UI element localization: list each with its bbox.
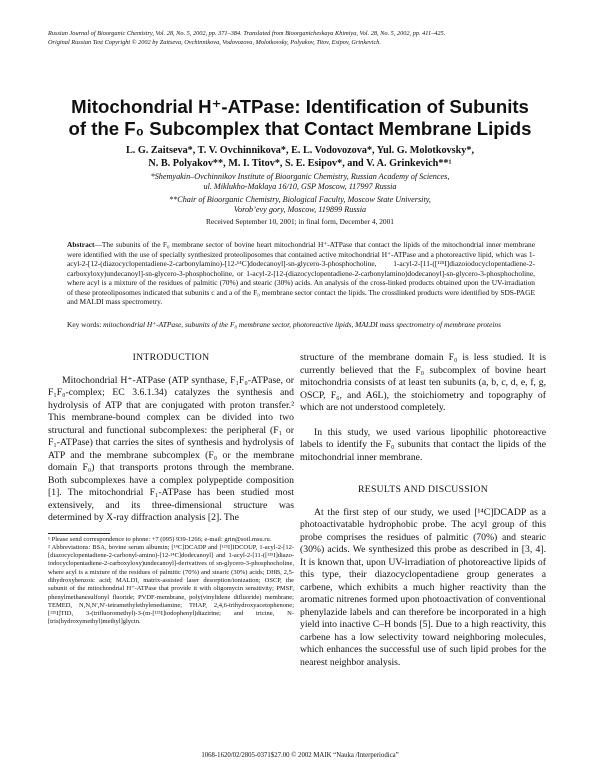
article-title <box>40 96 560 139</box>
page-footer: 1068-1620/02/2805-0371$27.00 © 2002 MAIK “Nauka /Interperiodica” <box>201 752 399 759</box>
intro-paragraph-3: In this study, we used various lipophilic photoreactive labels to identify the F₀ subunits that contact the lipids of the mitochondrial inner membrane. <box>300 426 546 463</box>
authors-line-1: L. G. Zaitseva*, T. V. Ovchinnikova*, E. L. Vodovozova*, Yul. G. Molotkovsky*, <box>125 145 475 156</box>
affiliation-2 <box>40 195 560 216</box>
header-citation: Russian Journal of Bioorganic Chemistry, Vol. 28, No. 5, 2002, pp. 371–384. Translated from Bioorganicheskaya Khimiya, Vol. 28, No. 5, 2002, pp. 411–425. <box>48 30 446 37</box>
footnote-2: ² Abbreviations: BSA, bovine serum albumin; [¹⁴C]DCADP and [¹²⁵I]IDCOUP, 1-acyl-2-[12-[diazocyclopentadiene-2-carbonyl-amino)-[12-¹⁴C]dodecanoyl] and 1-acyl-2-[11-([¹²⁵I]diazo-iodocyclopentadiene-2-carboxyloxy)undecanoyl]-derivatives of sn-glycero-3-phosphocholine, where acyl is a mixture of the residues of palmitic (70%) and stearic (30%) acids; DHB, 2,5-dihydroxybenzoic acid; MALDI, matrix-assisted laser desorption/ionization; OSCP, the subunit of the mitochondrial H⁺-ATPase that provide it with oligomycin sensitivity; PMSF, phenylmethanesulfonyl fluoride; PVDF-membrane, poly(vinylidene difluoride) membrane; TEMED, N,N,N′,N′-tetramethylethylenediamine; THAP, 2,4,6-trihydroxyacetophenone; [¹²⁵I]TID, 3-(trifluoromethyl)-3-(m-[¹²⁵I]iodophenyl)diazirine; and tricine, N-[tris(hydroxymethyl)methyl]glycin. <box>48 543 294 626</box>
received-dates: Received September 10, 2001; in final form, December 4, 2001 <box>206 217 394 226</box>
abstract-label: Abstract <box>67 240 95 249</box>
keywords <box>67 320 535 330</box>
keywords-label: Key words: <box>67 320 102 329</box>
affiliation-1-line-2: ul. Miklukho-Maklaya 16/10, GSP Moscow, 117997 Russia <box>203 182 397 192</box>
intro-paragraph-1: Mitochondrial H⁺-ATPase (ATP synthase, F₁F₀-ATPase, or F₁F₀-complex; EC 3.6.1.34) catalyzes the synthesis and hydrolysis of ATP that are conjugated with proton transfer.² This membrane-bound complex can be divided into two structural and functional subcomplexes: the peripheral (F₁ or F₁-ATPase) that carries the sites of synthesis and hydrolysis of ATP and the membrane subcomplex (F₀ or the membrane domain F₀) that transports protons through the membrane. Both subcomplexes have a complex polypeptide composition [1]. The mitochondrial F₁-ATPase has been studied most extensively, and its three-dimensional structure was determined by X-ray diffraction analysis [2]. The <box>48 374 294 523</box>
header-copyright: Original Russian Text Copyright © 2002 by Zaitseva, Ovchinnikova, Vodovozova, Molotkovsky, Polyakov, Titov, Esipov, Grinkevich. <box>48 38 381 46</box>
affiliation-2-line-2: Vorob’evy gory, Moscow, 119899 Russia <box>233 205 367 215</box>
left-column <box>48 352 294 627</box>
results-heading: RESULTS AND DISCUSSION <box>357 484 489 495</box>
authors-line-2: N. B. Polyakov**, M. I. Titov*, S. E. Esipov*, and V. A. Grinkevich**¹ <box>148 158 452 170</box>
intro-paragraph-2: structure of the membrane domain F₀ is less studied. It is currently believed that the F₀ subcomplex of bovine heart mitochondria consists of at least ten subunits (a, b, c, d, e, f, g, OSCP, F₆, and A6L), the stoichiometry and topography of which are not understood completely. <box>300 352 546 413</box>
abstract-text: —The subunits of the F₀ membrane sector of bovine heart mitochondrial H⁺-ATPase that contact the lipids of the mitochondrial inner membrane were identified with the use of specially synthesized proteoliposomes that contained active mitochondrial H⁺-ATPase and a photoreactive lipid, which was 1-acyl-2-[12-(diazocyclopentadiene-2-carbonylamino)-[12-¹⁴C]dodecanoyl]-sn-glycero-3-phosphocholine, 1-acyl-2-[11-([¹²⁵I]diazoiodocyclopentadiene-2-carboxyloxy)undecanoyl]-sn-glycero-3-phosphocholine, or 1-acyl-2-[12-(diazocyclopentadiene-2-carbonylamino)dodecanoyl]-sn-glycero-3-phosphocholine, where acyl is a mixture of the residues of palmitic (70%) and stearic (30%) acids. An analysis of the cross-linked products obtained upon the UV-irradiation of these proteoliposomes indicated that subunits c and a of the F₀ membrane sector contact the lipids. The crosslinked products were identified by SDS-PAGE and MALDI mass spectrometry. <box>67 240 535 307</box>
footnote-rule <box>48 533 110 534</box>
affiliation-2-line-1: **Chair of Bioorganic Chemistry, Biological Faculty, Moscow State University, <box>169 195 431 204</box>
keywords-text: mitochondrial H⁺-ATPase, subunits of the F₀ membrane sector, photoreactive lipids, MALDI mass spectrometry of membrane proteins <box>103 320 501 329</box>
intro-heading: INTRODUCTION <box>132 352 210 363</box>
right-column <box>300 352 546 669</box>
results-paragraph-1: At the first step of our study, we used [¹⁴C]DCADP as a photoactivatable hydrophobic probe. The acyl group of this probe comprises the residues of palmitic (70%) and stearic (30%) acids. We synthesized this probe as described in [3, 4]. It is known that, upon UV-irradiation of photoreactive lipids of this type, their diazocyclopentadiene group generates a carbene, which exhibits a much higher reactivity than the aromatic nitrenes formed upon photoactivation of conventional phenylazide labels and can therefore be incorporated in a high yield into inactive C–H bonds [5]. Due to a high reactivity, this carbene has a low selectivity toward neighboring molecules, which enhances the successful use of such lipid probes for the nearest neighbor analysis. <box>300 506 546 668</box>
title-line-1: Mitochondrial H⁺-ATPase: Identification of Subunits <box>71 96 529 117</box>
affiliation-1-line-1: *Shemyakin–Ovchinnikov Institute of Bioorganic Chemistry, Russian Academy of Sciences, <box>150 172 450 181</box>
running-header <box>48 30 558 47</box>
abstract <box>67 240 535 307</box>
affiliation-1 <box>40 172 560 193</box>
authors <box>40 144 560 170</box>
footnote-1: ¹ Please send correspondence to phone: +7 (095) 939-1266; e-mail: grin@soil.msu.ru. <box>48 535 272 543</box>
title-line-2: of the F₀ Subcomplex that Contact Membrane Lipids <box>68 117 532 139</box>
